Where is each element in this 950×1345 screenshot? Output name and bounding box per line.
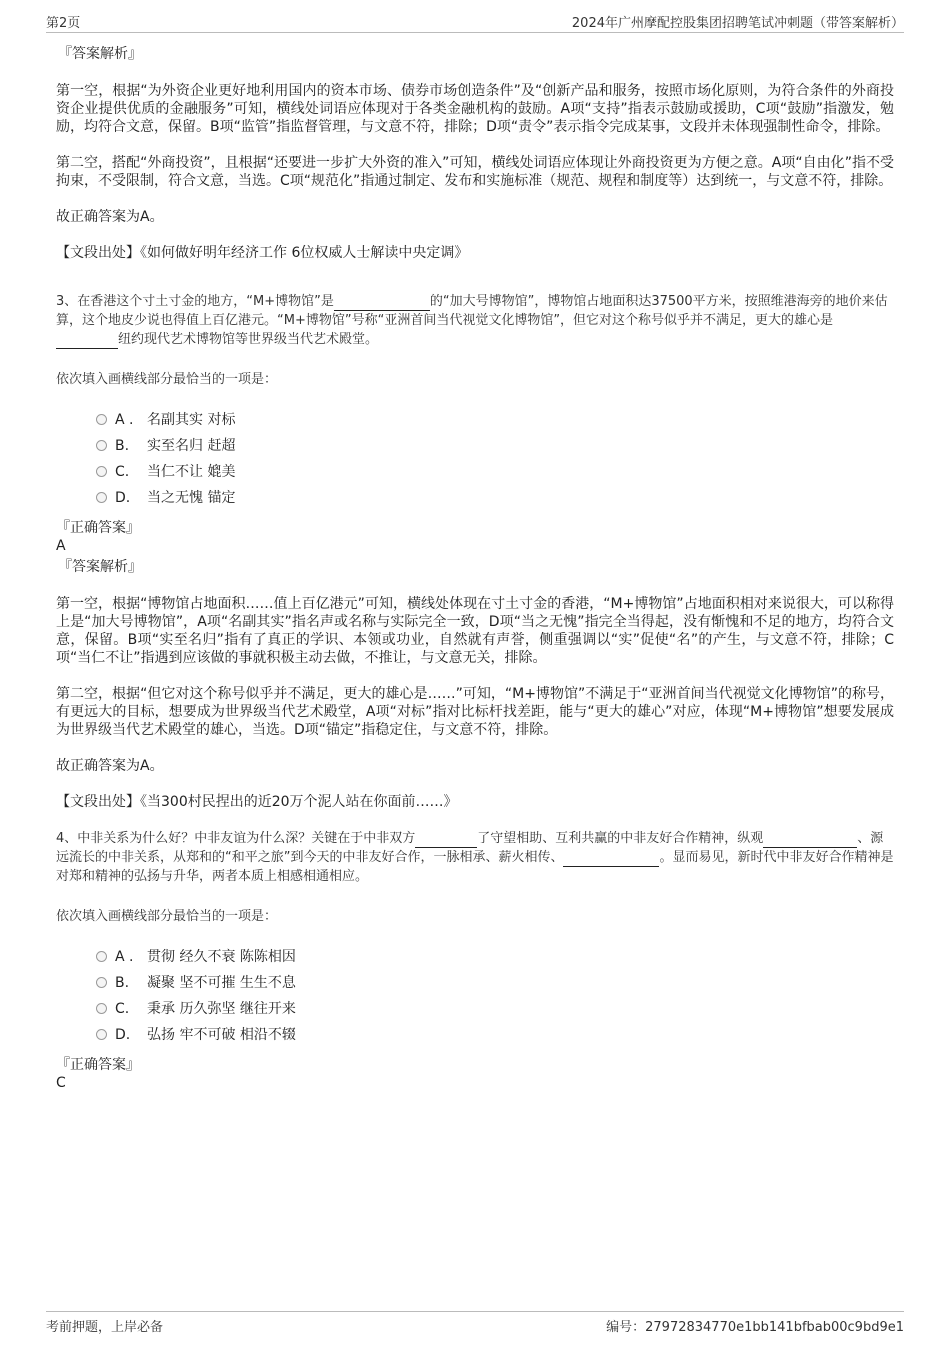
page-content xyxy=(56,44,894,1092)
q4-option-c[interactable]: C. 秉承 历久弥坚 继往开来 xyxy=(96,996,894,1022)
q4-answer-label: 『正确答案』 xyxy=(56,1057,140,1073)
radio-icon[interactable] xyxy=(96,1003,107,1014)
radio-icon[interactable] xyxy=(96,977,107,988)
footer-slogan: 考前押题，上岸必备 xyxy=(46,1320,164,1335)
q3-stem-part-b: 的“加大号博物馆”，博物馆占地面积达37500平方米，按照维港海旁的地价来估算，这个地皮少说也得值上百亿港元。“M+博物馆”号称“亚洲首间当代视觉文化博物馆”，但它对这个称号似乎并不满足，更大的雄心是 xyxy=(56,294,888,328)
q3-stem xyxy=(56,292,894,349)
q2-analysis-para-2: 第二空，搭配“外商投资”，且根据“还要进一步扩大外资的准入”可知，横线处词语应体现让外商投资更为方便之意。A项“自由化”指不受拘束，不受限制，符合文意，当选。C项“规范化”指通过制定、发布和实施标准（规范、规程和制度等）达到统一，与文意不符，排除。 xyxy=(56,155,894,189)
q3-prompt: 依次填入画横线部分最恰当的一项是： xyxy=(56,372,278,387)
q3-conclusion: 故正确答案为A。 xyxy=(56,758,164,774)
radio-icon[interactable] xyxy=(96,414,107,425)
q3-source: 【文段出处】《当300村民捏出的近20万个泥人站在你面前……》 xyxy=(56,794,458,810)
q3-blank-1 xyxy=(334,296,430,311)
q3-option-d[interactable]: D. 当之无愧 锚定 xyxy=(96,485,894,511)
q3-blank-2 xyxy=(56,334,118,349)
q4-stem xyxy=(56,829,894,886)
q4-stem-part-c: 、源远流长的中非关系，从郑和的“和平之旅”到今天的中非友好合作，一脉相承、薪火相传、 xyxy=(56,831,884,865)
q4-blank-3 xyxy=(563,852,659,867)
q4-prompt: 依次填入画横线部分最恰当的一项是： xyxy=(56,909,278,924)
q3-option-c[interactable]: C. 当仁不让 媲美 xyxy=(96,459,894,485)
q2-analysis-para-1: 第一空，根据“为外资企业更好地利用国内的资本市场、债券市场创造条件”及“创新产品和服务，按照市场化原则，为符合条件的外商投资企业提供优质的金融服务”可知，横线处词语应体现对于各类金融机构的鼓励。A项“支持”指表示鼓励或援助，C项“鼓励”指激发，勉励，均符合文意，保留。B项“监管”指监督管理，与文意不符，排除；D项“责令”表示指令完成某事，文段并未体现强制性命令，排除。 xyxy=(56,83,894,135)
q3-stem-part-a: 3、在香港这个寸土寸金的地方，“M+博物馆”是 xyxy=(56,294,334,309)
q4-options xyxy=(96,944,894,1048)
q3-analysis-para-2: 第二空，根据“但它对这个称号似乎并不满足，更大的雄心是……”可知，“M+博物馆”不满足于“亚洲首间当代视觉文化博物馆”的称号，有更远大的目标，想要成为世界级当代艺术殿堂，A项“对标”指对比标杆找差距，能与“更大的雄心”对应，体现“M+博物馆”想要发展成为世界级当代艺术殿堂的雄心，当选。D项“锚定”指稳定住，与文意不符，排除。 xyxy=(56,686,894,738)
q3-stem-part-c: 纽约现代艺术博物馆等世界级当代艺术殿堂。 xyxy=(118,332,379,347)
q4-answer-value: C xyxy=(56,1075,66,1091)
q3-analysis-label: 『答案解析』 xyxy=(58,559,142,575)
q3-answer-label: 『正确答案』 xyxy=(56,520,140,536)
q3-option-a[interactable]: A . 名副其实 对标 xyxy=(96,407,894,433)
q2-source: 【文段出处】《如何做好明年经济工作 6位权威人士解读中央定调》 xyxy=(56,245,469,261)
q4-option-d[interactable]: D. 弘扬 牢不可破 相沿不辍 xyxy=(96,1022,894,1048)
q2-analysis-label: 『答案解析』 xyxy=(58,46,142,62)
q4-stem-part-d: 。显而易见，新时代中非友好合作精神是对郑和精神的弘扬与升华，两者本质上相感相通相应。 xyxy=(56,850,894,884)
q2-conclusion: 故正确答案为A。 xyxy=(56,209,164,225)
q3-analysis-para-1: 第一空，根据“博物馆占地面积……值上百亿港元”可知，横线处体现在寸土寸金的香港，“M+博物馆”占地面积相对来说很大，可以称得上是“加大号博物馆”，A项“名副其实”指名声或名称与实际完全一致，D项“当之无愧”指完全当得起，没有惭愧和不足的地方，均符合文意，保留。B项“实至名归”指有了真正的学识、本领或功业，自然就有声誉，侧重强调以“实”促使“名”的产生，与文意不符，排除；C项“当仁不让”指遇到应该做的事就积极主动去做，不推让，与文意无关，排除。 xyxy=(56,596,894,666)
radio-icon[interactable] xyxy=(96,466,107,477)
footer-serial: 编号：27972834770e1bb141bfbab00c9bd9e1 xyxy=(606,1320,904,1335)
q4-option-a[interactable]: A . 贯彻 经久不衰 陈陈相因 xyxy=(96,944,894,970)
q3-option-b[interactable]: B. 实至名归 赶超 xyxy=(96,433,894,459)
q3-answer-value: A xyxy=(56,538,66,554)
q3-options xyxy=(96,407,894,511)
q4-blank-1 xyxy=(415,833,477,848)
q4-stem-part-a: 4、中非关系为什么好？中非友谊为什么深？关键在于中非双方 xyxy=(56,831,416,846)
q4-option-b[interactable]: B. 凝聚 坚不可摧 生生不息 xyxy=(96,970,894,996)
radio-icon[interactable] xyxy=(96,951,107,962)
document-title: 2024年广州摩配控股集团招聘笔试冲刺题（带答案解析） xyxy=(571,16,904,31)
radio-icon[interactable] xyxy=(96,440,107,451)
page-number: 第2页 xyxy=(46,16,81,31)
page-header xyxy=(46,12,904,33)
page-footer xyxy=(46,1311,904,1338)
q4-blank-2 xyxy=(763,833,857,848)
radio-icon[interactable] xyxy=(96,492,107,503)
q4-stem-part-b: 了守望相助、互利共赢的中非友好合作精神，纵观 xyxy=(477,831,764,846)
radio-icon[interactable] xyxy=(96,1029,107,1040)
